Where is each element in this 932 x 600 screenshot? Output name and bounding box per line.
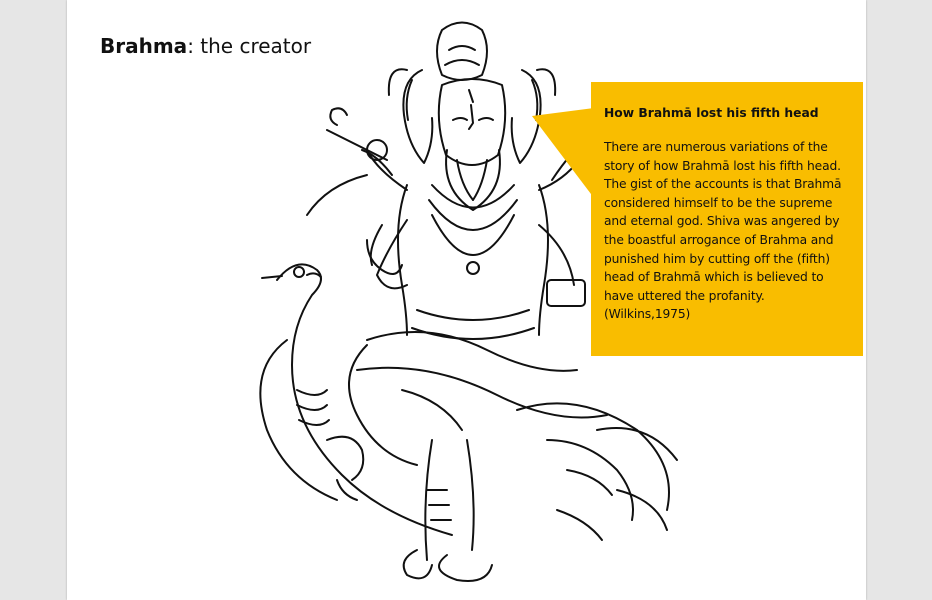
callout-line: considered himself to be the supreme	[604, 195, 833, 210]
callout-pointer	[532, 108, 594, 198]
slide	[67, 0, 866, 600]
callout-line: and eternal god. Shiva was angered by	[604, 214, 840, 229]
callout-line: the boastful arrogance of Brahma and	[604, 232, 834, 247]
callout-line: have uttered the profanity.	[604, 288, 765, 303]
callout-line: story of how Brahmā lost his fifth head.	[604, 158, 841, 173]
slide-title-rest: : the creator	[187, 34, 312, 58]
callout-line: The gist of the accounts is that Brahmā	[604, 177, 842, 192]
slide-title-bold: Brahma	[100, 34, 188, 58]
callout-line: (Wilkins,1975)	[604, 307, 691, 322]
callout-heading: How Brahmā lost his fifth head	[604, 106, 819, 120]
callout-box	[591, 82, 863, 356]
callout-line: head of Brahmā which is believed to	[604, 270, 824, 285]
callout-body	[604, 138, 855, 324]
callout-line: There are numerous variations of the	[604, 140, 828, 154]
callout-line: punished him by cutting off the (fifth)	[604, 251, 830, 266]
